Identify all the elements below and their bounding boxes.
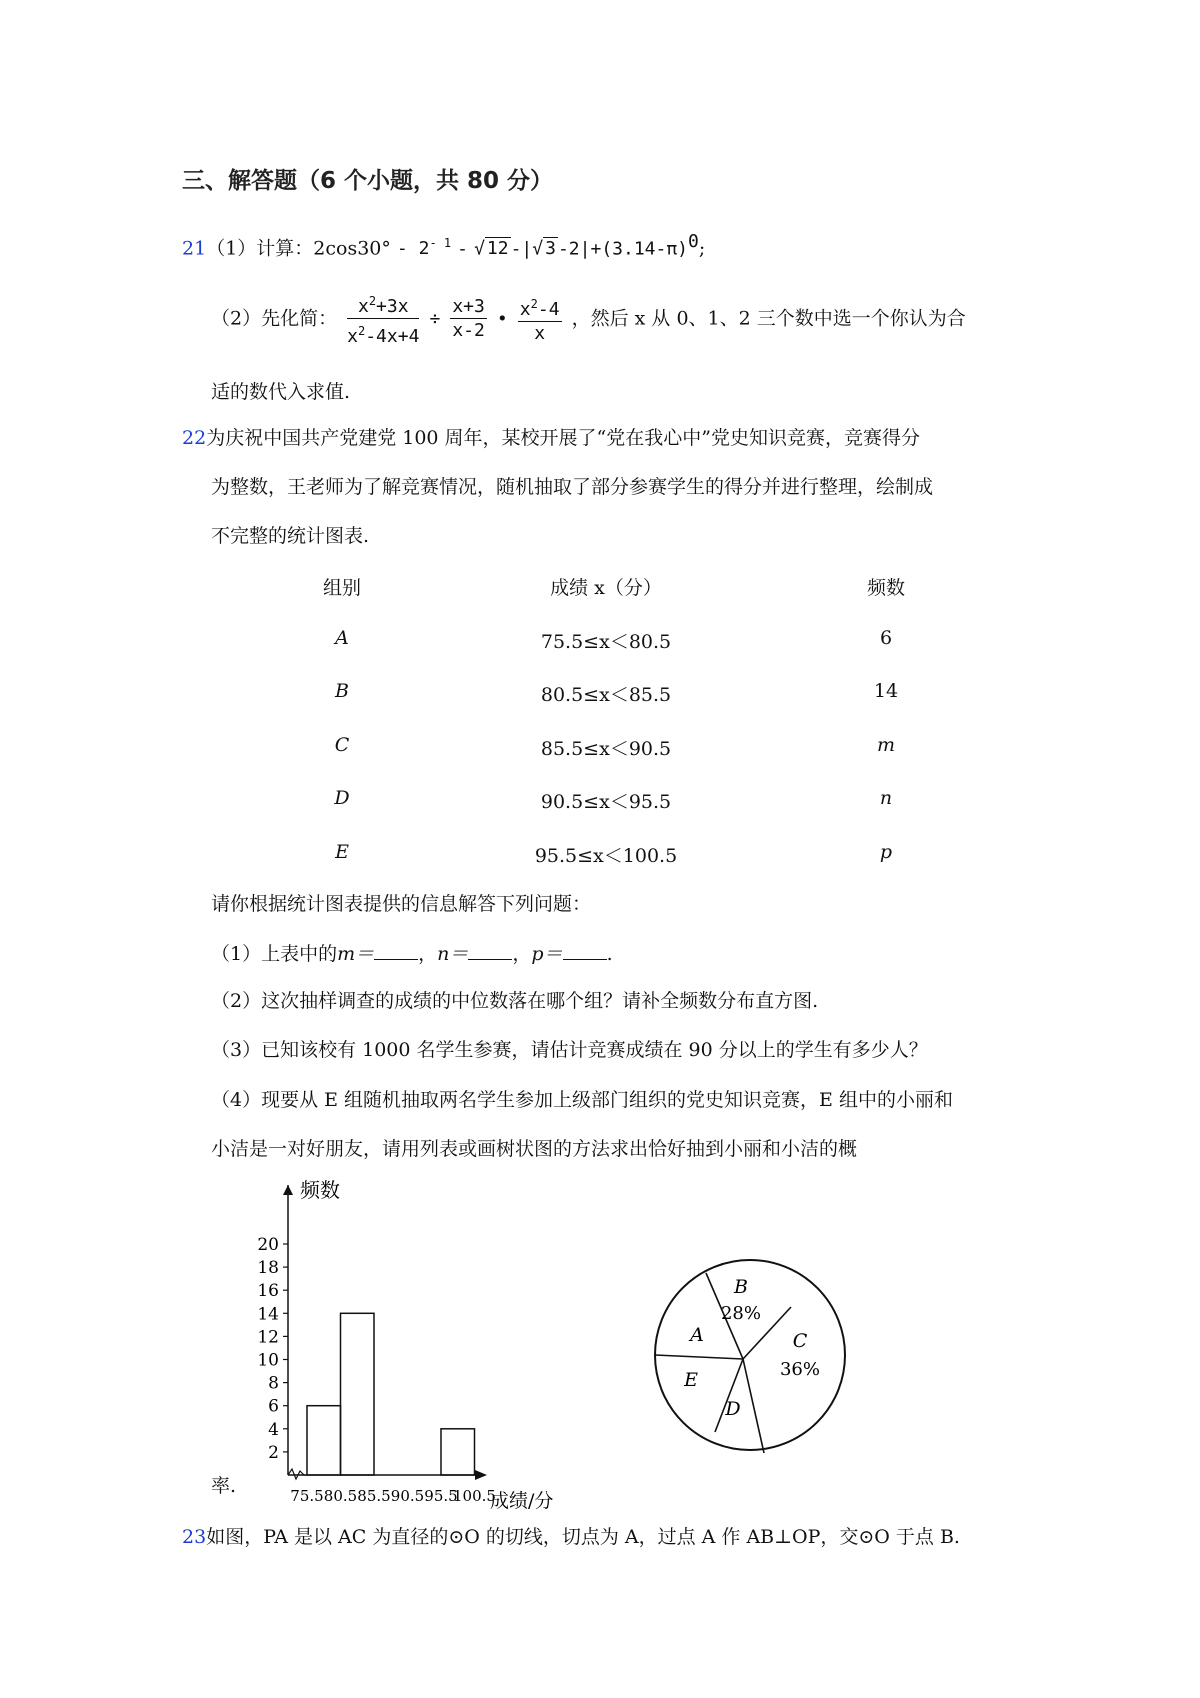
y-tick-label: 20 (257, 1235, 279, 1255)
q22-number: 22 (182, 427, 207, 449)
pie-slice-label: E (684, 1369, 698, 1391)
pie-outline (655, 1260, 845, 1450)
q21-fraction-3: $\frac{x^2-4}{x}$ (518, 293, 562, 346)
y-tick-label: 18 (257, 1258, 279, 1279)
q21-p1-lead: （1）计算：2cos30° (206, 237, 391, 260)
pie-slice-percent: 36% (779, 1359, 821, 1380)
q21-fraction-2: $\frac{x+3}{x-2}$ (452, 296, 485, 341)
table-cell-range: 80.5≤x＜85.5 (540, 684, 672, 706)
table-cell-range: 90.5≤x＜95.5 (540, 791, 672, 813)
x-tick-label: 80.5 (323, 1487, 358, 1505)
histogram-bar (307, 1406, 341, 1475)
table-cell-range: 75.5≤x＜80.5 (540, 631, 672, 653)
table-cell-group: A (335, 627, 349, 649)
x-axis-arrow (475, 1470, 487, 1480)
x-tick-label: 90.5 (390, 1487, 425, 1505)
histogram (240, 1165, 620, 1512)
q21-sqrt12: √ 12 (474, 238, 509, 260)
pie-slice-boundary (743, 1359, 764, 1453)
table-cell-range: 85.5≤x＜90.5 (540, 738, 672, 760)
q22-line3: 不完整的统计图表. (211, 525, 370, 547)
y-tick-label: 14 (257, 1304, 279, 1325)
q22-sub4-line1: （4）现要从 E 组随机抽取两名学生参加上级部门组织的党史知识竞赛，E 组中的小丽和 (211, 1089, 953, 1111)
pie-slice-boundary (655, 1355, 743, 1359)
q21-abs-tail: -2|+(3.14-π) (557, 238, 689, 260)
q21-p1-end: ; (698, 237, 706, 260)
table-cell-group: D (334, 787, 350, 809)
q21-p1-minus: - (457, 238, 469, 260)
y-tick-label: 16 (257, 1281, 279, 1302)
table-header-frequency: 频数 (866, 577, 905, 599)
table-cell-range: 95.5≤x＜100.5 (534, 845, 678, 867)
q21-p1-term2: - $2^{- 1}$ (396, 236, 452, 260)
q21-number: 21 (182, 237, 207, 260)
x-tick-label: 85.5 (357, 1487, 391, 1505)
blank-p[interactable] (563, 939, 607, 960)
q21-p2-lead: （2）先化简： (211, 307, 338, 330)
q21-part2 (211, 290, 966, 349)
q21-dot-sign: • (496, 308, 508, 330)
blank-n[interactable] (468, 939, 512, 960)
table-cell-frequency: 14 (873, 680, 899, 702)
q21-abs-lead: -| (510, 238, 533, 260)
q22-line2: 为整数，王老师为了解竞赛情况，随机抽取了部分参赛学生的得分并进行整理，绘制成 (211, 476, 934, 498)
table-cell-frequency: 6 (879, 627, 893, 649)
q22-sub2: （2）这次抽样调查的成绩的中位数落在哪个组？请补全频数分布直方图. (211, 990, 819, 1012)
y-axis-label: 频数 (300, 1178, 340, 1202)
pie-slice-label: D (725, 1398, 741, 1420)
pie-slice-label: B (734, 1276, 748, 1298)
pie-slice-label: C (792, 1330, 808, 1352)
table-cell-frequency: p (879, 841, 893, 863)
q22-sub3: （3）已知该校有 1000 名学生参赛，请估计竞赛成绩在 90 分以上的学生有多少人？ (211, 1039, 928, 1061)
pie-slice-boundary (715, 1359, 743, 1432)
q21-part1 (182, 228, 705, 263)
q23-line1: 23如图，PA 是以 AC 为直径的⊙O 的切线，切点为 A，过点 A 作 AB⊥OP，交⊙O 于点 B. (182, 1526, 960, 1548)
table-header-group: 组别 (322, 577, 361, 599)
y-tick-label: 2 (268, 1442, 279, 1463)
q21-sqrt3: √ 3 (532, 238, 556, 260)
q22-sub4-line3: 率. (211, 1475, 237, 1497)
q21-fraction-1: $\frac{x^2+3x}{x^2-4x+4}$ (347, 290, 419, 349)
y-tick-label: 6 (268, 1396, 279, 1417)
axis-break (288, 1469, 308, 1479)
pie-slice-percent: 28% (720, 1303, 762, 1324)
y-tick-label: 10 (257, 1350, 279, 1371)
q22-sub1: （1）上表中的m＝ ，n＝ ，p＝ . (211, 939, 613, 968)
x-tick-label: 100.5 (453, 1487, 496, 1505)
q22-sub4-line2: 小洁是一对好朋友，请用列表或画树状图的方法求出恰好抽到小丽和小洁的概 (211, 1138, 858, 1160)
pie-chart (640, 1245, 860, 1465)
q21-exp0: 0 (688, 231, 699, 252)
table-cell-group: C (334, 734, 350, 756)
y-tick-label: 8 (268, 1373, 279, 1394)
q23-number: 23 (182, 1526, 207, 1548)
table-cell-frequency: m (876, 734, 896, 756)
q22-line1: 22为庆祝中国共产党建党 100 周年，某校开展了“党在我心中”党史知识竞赛，竞赛得分 (182, 427, 920, 449)
pie-slice-label: A (690, 1324, 704, 1346)
x-tick-label: 75.5 (290, 1487, 324, 1505)
table-cell-frequency: n (879, 787, 893, 809)
table-cell-group: E (335, 841, 349, 863)
table-header-score: 成绩 x（分） (550, 577, 662, 599)
q21-p2-tail: ，然后 x 从 0、1、2 三个数中选一个你认为合 (571, 307, 966, 330)
histogram-bar (341, 1313, 375, 1475)
x-axis-label: 成绩/分 (490, 1490, 554, 1512)
histogram-bar (441, 1429, 475, 1475)
table-cell-group: B (335, 680, 349, 702)
q22-prompt: 请你根据统计图表提供的信息解答下列问题： (211, 893, 592, 915)
blank-m[interactable] (374, 939, 418, 960)
q21-divide-sign: ÷ (429, 308, 441, 330)
section-title: 三、解答题（6 个小题，共 80 分） (182, 168, 554, 194)
q21-p2-line2: 适的数代入求值. (211, 381, 351, 403)
x-tick-label: 95.5 (424, 1487, 458, 1505)
y-tick-label: 4 (268, 1419, 279, 1440)
y-axis-arrow (283, 1185, 293, 1195)
y-tick-label: 12 (257, 1327, 279, 1348)
